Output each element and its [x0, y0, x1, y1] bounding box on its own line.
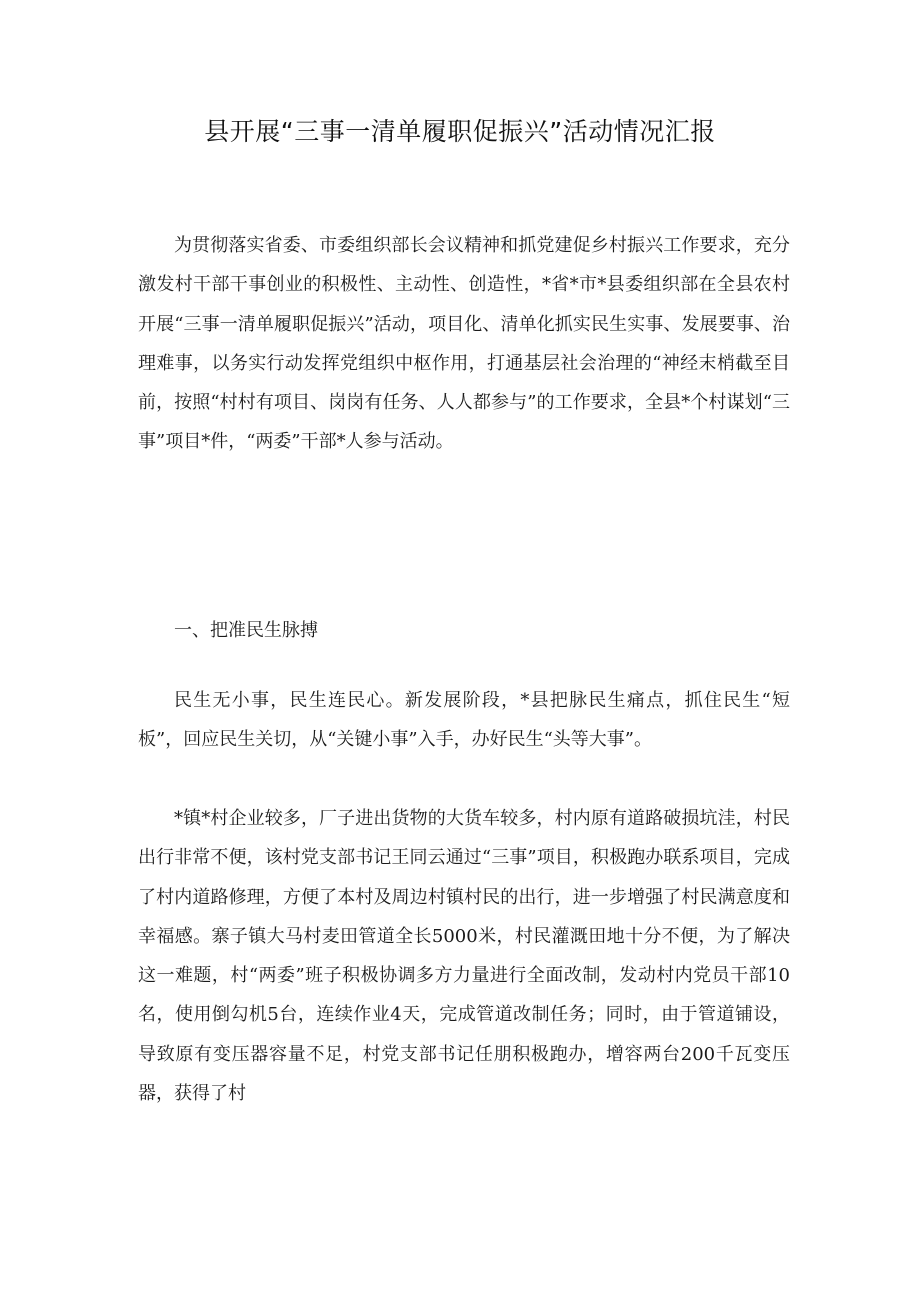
- section-heading-1: 一、把准民生脉搏: [174, 620, 318, 641]
- section-1-case-paragraph: *镇*村企业较多，厂子进出货物的大货车较多，村内原有道路破损坑洼，村民出行非常不便，该村党支部书记王同云通过“三事”项目，积极跑办联系项目，完成了村内道路修理，方便了本村及周边村镇村民的出行，进一步增强了村民满意度和幸福感。寨子镇大马村麦田管道全长5000米，村民灌溉田地十分不便，为了解决这一难题，村“两委”班子积极协调多方力量进行全面改制，发动村内党员干部10名，使用倒勾机5台，连续作业4天，完成管道改制任务；同时，由于管道铺设，导致原有变压器容量不足，村党支部书记任朋积极跑办，增容两台200千瓦变压器，获得了村: [138, 808, 790, 1105]
- section-1-lead-paragraph: 民生无小事，民生连民心。新发展阶段，*县把脉民生痛点，抓住民生“短板”，回应民生关切，从“关键小事”入手，办好民生“头等大事”。: [138, 690, 790, 751]
- document-title: 县开展“三事一清单履职促振兴”活动情况汇报: [204, 117, 716, 146]
- intro-paragraph: 为贯彻落实省委、市委组织部长会议精神和抓党建促乡村振兴工作要求，充分激发村干部干事创业的积极性、主动性、创造性，*省*市*县委组织部在全县农村开展“三事一清单履职促振兴”活动，项目化、清单化抓实民生实事、发展要事、治理难事，以务实行动发挥党组织中枢作用，打通基层社会治理的“神经末梢截至目前，按照“村村有项目、岗岗有任务、人人都参与”的工作要求，全县*个村谋划“三事”项目*件，“两委”干部*人参与活动。: [138, 235, 790, 453]
